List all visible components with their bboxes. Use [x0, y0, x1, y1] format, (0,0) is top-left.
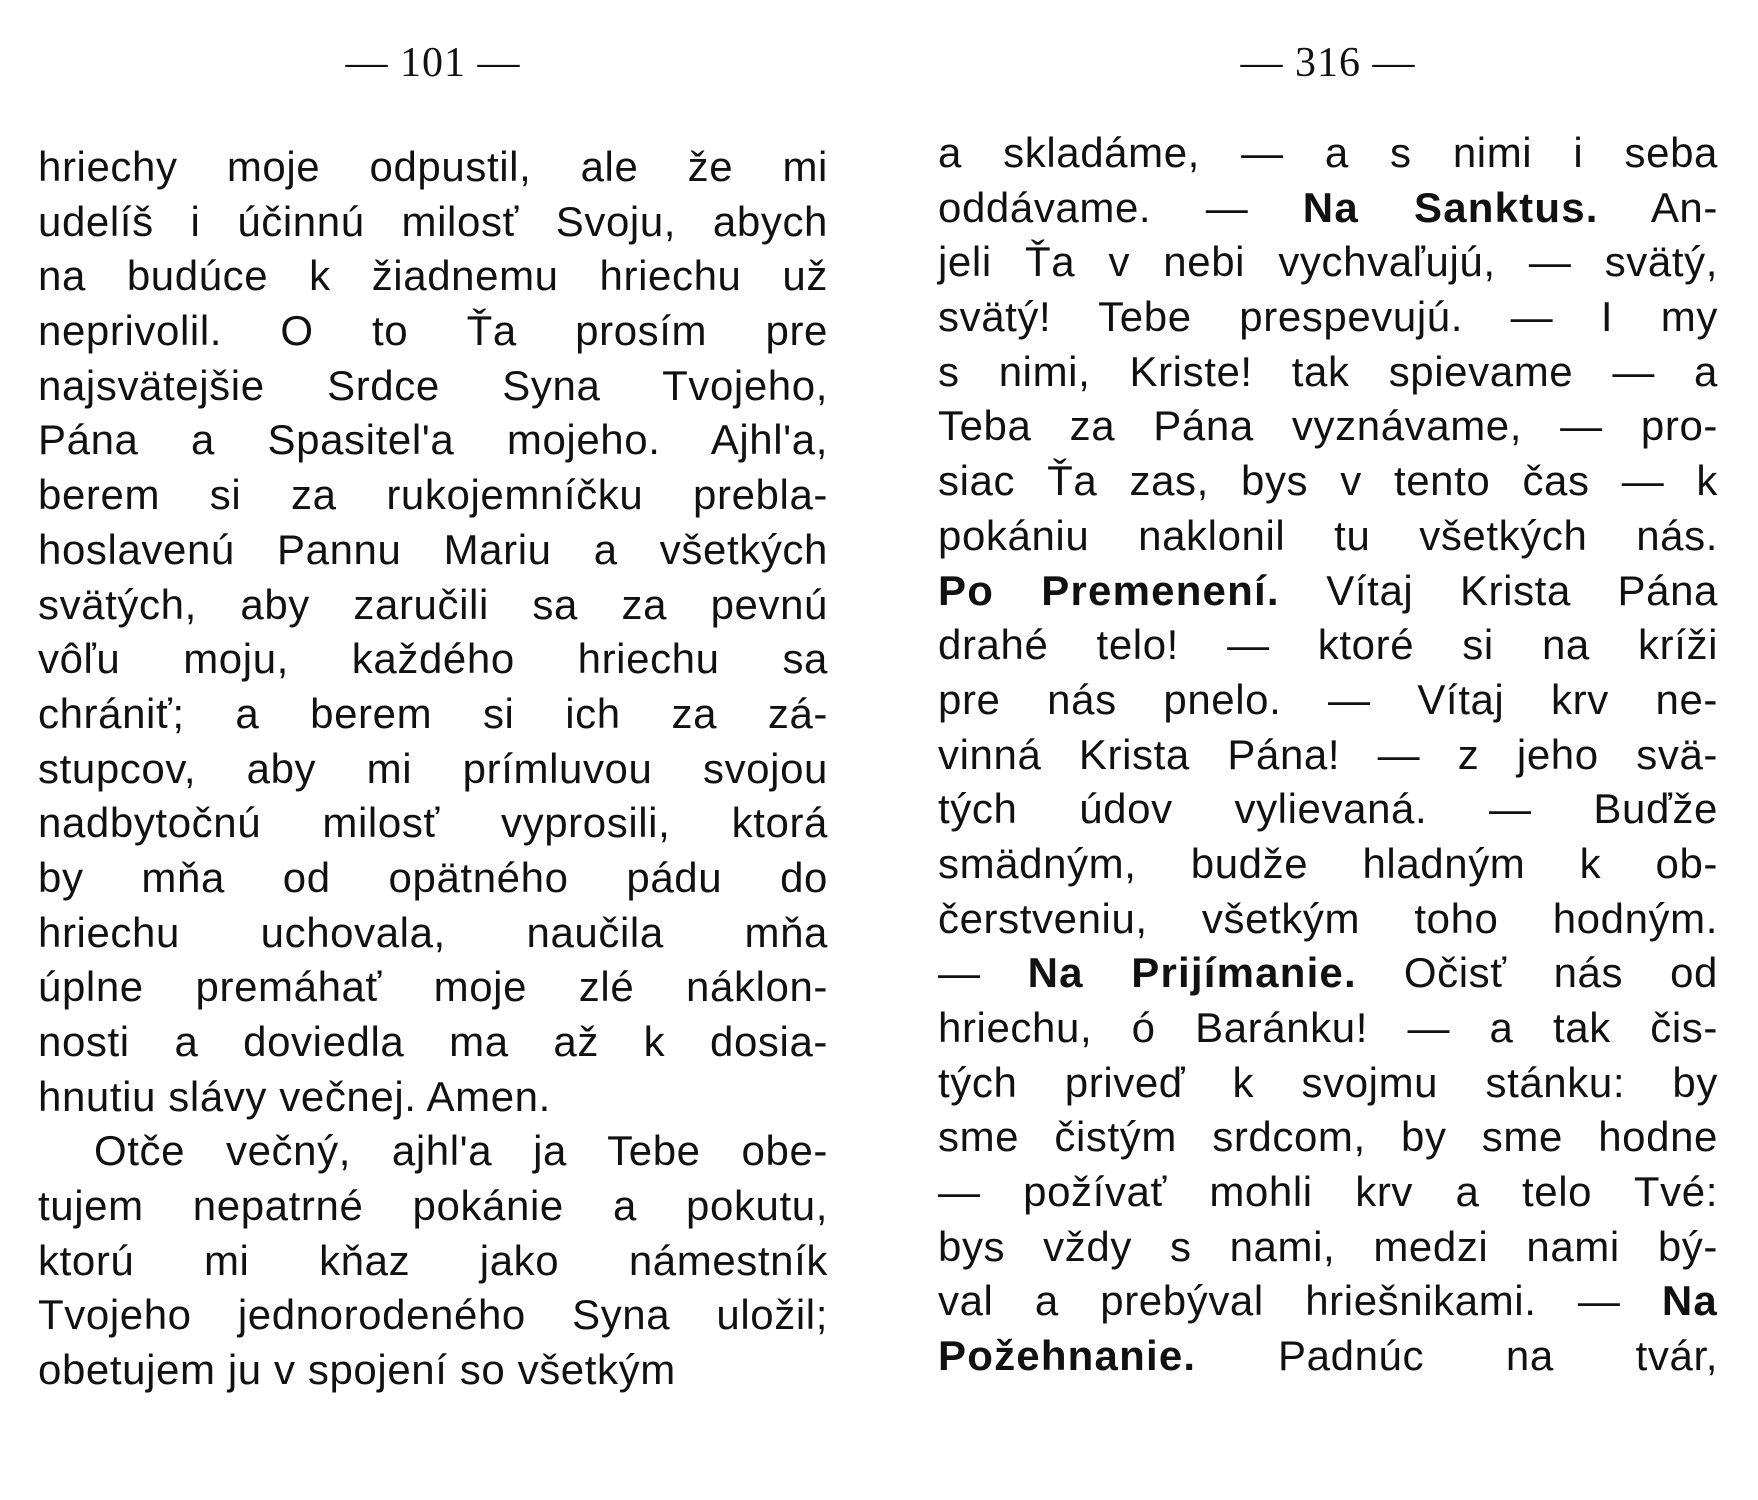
text-segment: smädným, budže hladným k ob- — [938, 839, 1718, 887]
text-line — [938, 564, 1718, 619]
text-segment: tých priveď k svojmu stánku: by — [938, 1058, 1718, 1106]
text-line: najsvätejšie Srdce Syna Tvojeho, — [38, 361, 828, 409]
text-line — [938, 345, 1718, 400]
text-segment: pre nás pnelo. — Vítaj krv ne- — [938, 675, 1718, 723]
text-line: by mňa od opätného pádu do — [38, 853, 828, 901]
text-line: vôľu moju, každého hriechu sa — [38, 635, 828, 683]
text-segment: čerstveniu, všetkým toho hodným. — [938, 894, 1718, 942]
text-segment: Vítaj Krista Pána — [1279, 566, 1718, 614]
text-line: stupcov, aby mi prímluvou svojou — [38, 744, 828, 792]
text-line: chrániť; a berem si ich za zá- — [38, 689, 828, 737]
text-segment: — požívať mohli krv a telo Tvé: — [938, 1168, 1718, 1216]
left-page-text — [38, 140, 828, 1398]
text-line: nosti a doviedla ma až k dosia- — [38, 1018, 828, 1065]
text-line: Tvojeho jednorodeného Syna uložil; — [38, 1291, 828, 1339]
text-line: svätých, aby zaručili sa za pevnú — [38, 580, 828, 628]
text-line — [938, 673, 1718, 728]
text-line — [938, 782, 1718, 837]
text-line — [938, 399, 1718, 454]
text-line: hoslavenú Pannu Mariu a všetkých — [38, 525, 828, 573]
text-line — [938, 1220, 1718, 1275]
text-line: neprivolil. O to Ťa prosím pre — [38, 307, 828, 355]
text-line — [938, 181, 1718, 236]
right-page-text — [938, 126, 1718, 1384]
text-segment: Teba za Pána vyznávame, — pro- — [938, 402, 1718, 450]
text-line — [938, 235, 1718, 290]
text-segment: tých údov vylievaná. — Buďže — [938, 785, 1718, 833]
text-line — [938, 837, 1718, 892]
text-segment: sme čistým srdcom, by sme hodne — [938, 1113, 1718, 1161]
text-line: hriechy moje odpustil, ale že mi — [38, 143, 828, 190]
text-segment: siac Ťa zas, bys v tento čas — k — [938, 457, 1718, 505]
text-segment: — — [938, 949, 1028, 997]
text-line: Pána a Spasitel'a mojeho. Ajhl'a, — [38, 416, 828, 464]
text-line: berem si za rukojemníčku prebla- — [38, 471, 828, 519]
text-segment: pokániu naklonil tu všetkých nás. — [938, 511, 1718, 559]
text-line — [938, 1056, 1718, 1111]
text-line — [938, 126, 1718, 181]
text-line: nadbytočnú milosť vyprosili, ktorá — [38, 799, 828, 847]
section-heading: Na — [1661, 1277, 1718, 1325]
text-line — [938, 454, 1718, 509]
text-segment: val a prebýval hriešnikami. — — [938, 1277, 1662, 1325]
left-page — [38, 0, 828, 1500]
text-line — [938, 1274, 1718, 1329]
section-heading: Požehnanie. — [938, 1332, 1197, 1380]
text-line — [938, 290, 1718, 345]
text-line — [938, 509, 1718, 564]
text-line: obetujem ju v spojení so všetkým — [38, 1346, 676, 1394]
section-heading: Po Premenení. — [938, 566, 1280, 614]
text-line: tujem nepatrné pokánie a pokutu, — [38, 1182, 828, 1230]
text-line: hnutiu slávy večnej. Amen. — [38, 1072, 551, 1120]
text-segment: vinná Krista Pána! — z jeho svä- — [938, 730, 1718, 778]
section-heading: Na Sanktus. — [1302, 183, 1599, 231]
text-line: hriechu uchovala, naučila mňa — [38, 908, 828, 956]
text-segment: Očisť nás od — [1356, 949, 1718, 997]
text-segment: svätý! Tebe prespevujú. — I my — [938, 293, 1718, 341]
text-line: ktorú mi kňaz jako námestník — [38, 1236, 828, 1284]
text-segment: hriechu, ó Baránku! — a tak čis- — [938, 1004, 1718, 1051]
text-segment: jeli Ťa v nebi vychvaľujú, — svätý, — [938, 238, 1718, 286]
text-segment: Padnúc na tvár, — [1196, 1332, 1718, 1380]
right-page-number: — 316 — — [1240, 40, 1416, 86]
text-segment: oddávame. — — [938, 183, 1303, 231]
text-line — [938, 892, 1718, 947]
text-line — [938, 1329, 1718, 1384]
text-segment: bys vždy s nami, medzi nami bý- — [938, 1222, 1718, 1270]
text-line: na budúce k žiadnemu hriechu už — [38, 252, 828, 300]
text-segment: s nimi, Kriste! tak spievame — a — [938, 347, 1718, 395]
text-line: úplne premáhať moje zlé náklon- — [38, 963, 828, 1011]
text-line — [938, 1001, 1718, 1056]
text-line — [938, 946, 1718, 1001]
text-line — [938, 728, 1718, 783]
text-line: Otče večný, ajhl'a ja Tebe obe- — [94, 1127, 828, 1175]
text-line — [938, 618, 1718, 673]
text-segment: An- — [1598, 183, 1718, 231]
text-line: udelíš i účinnú milosť Svoju, abych — [38, 197, 828, 245]
text-line — [938, 1110, 1718, 1165]
left-page-number: — 101 — — [345, 40, 521, 86]
text-segment: a skladáme, — a s nimi i seba — [938, 129, 1718, 176]
right-page — [938, 0, 1718, 1500]
text-line — [938, 1165, 1718, 1220]
section-heading: Na Prijímanie. — [1027, 949, 1357, 997]
text-segment: drahé telo! — ktoré si na kríži — [938, 621, 1718, 669]
